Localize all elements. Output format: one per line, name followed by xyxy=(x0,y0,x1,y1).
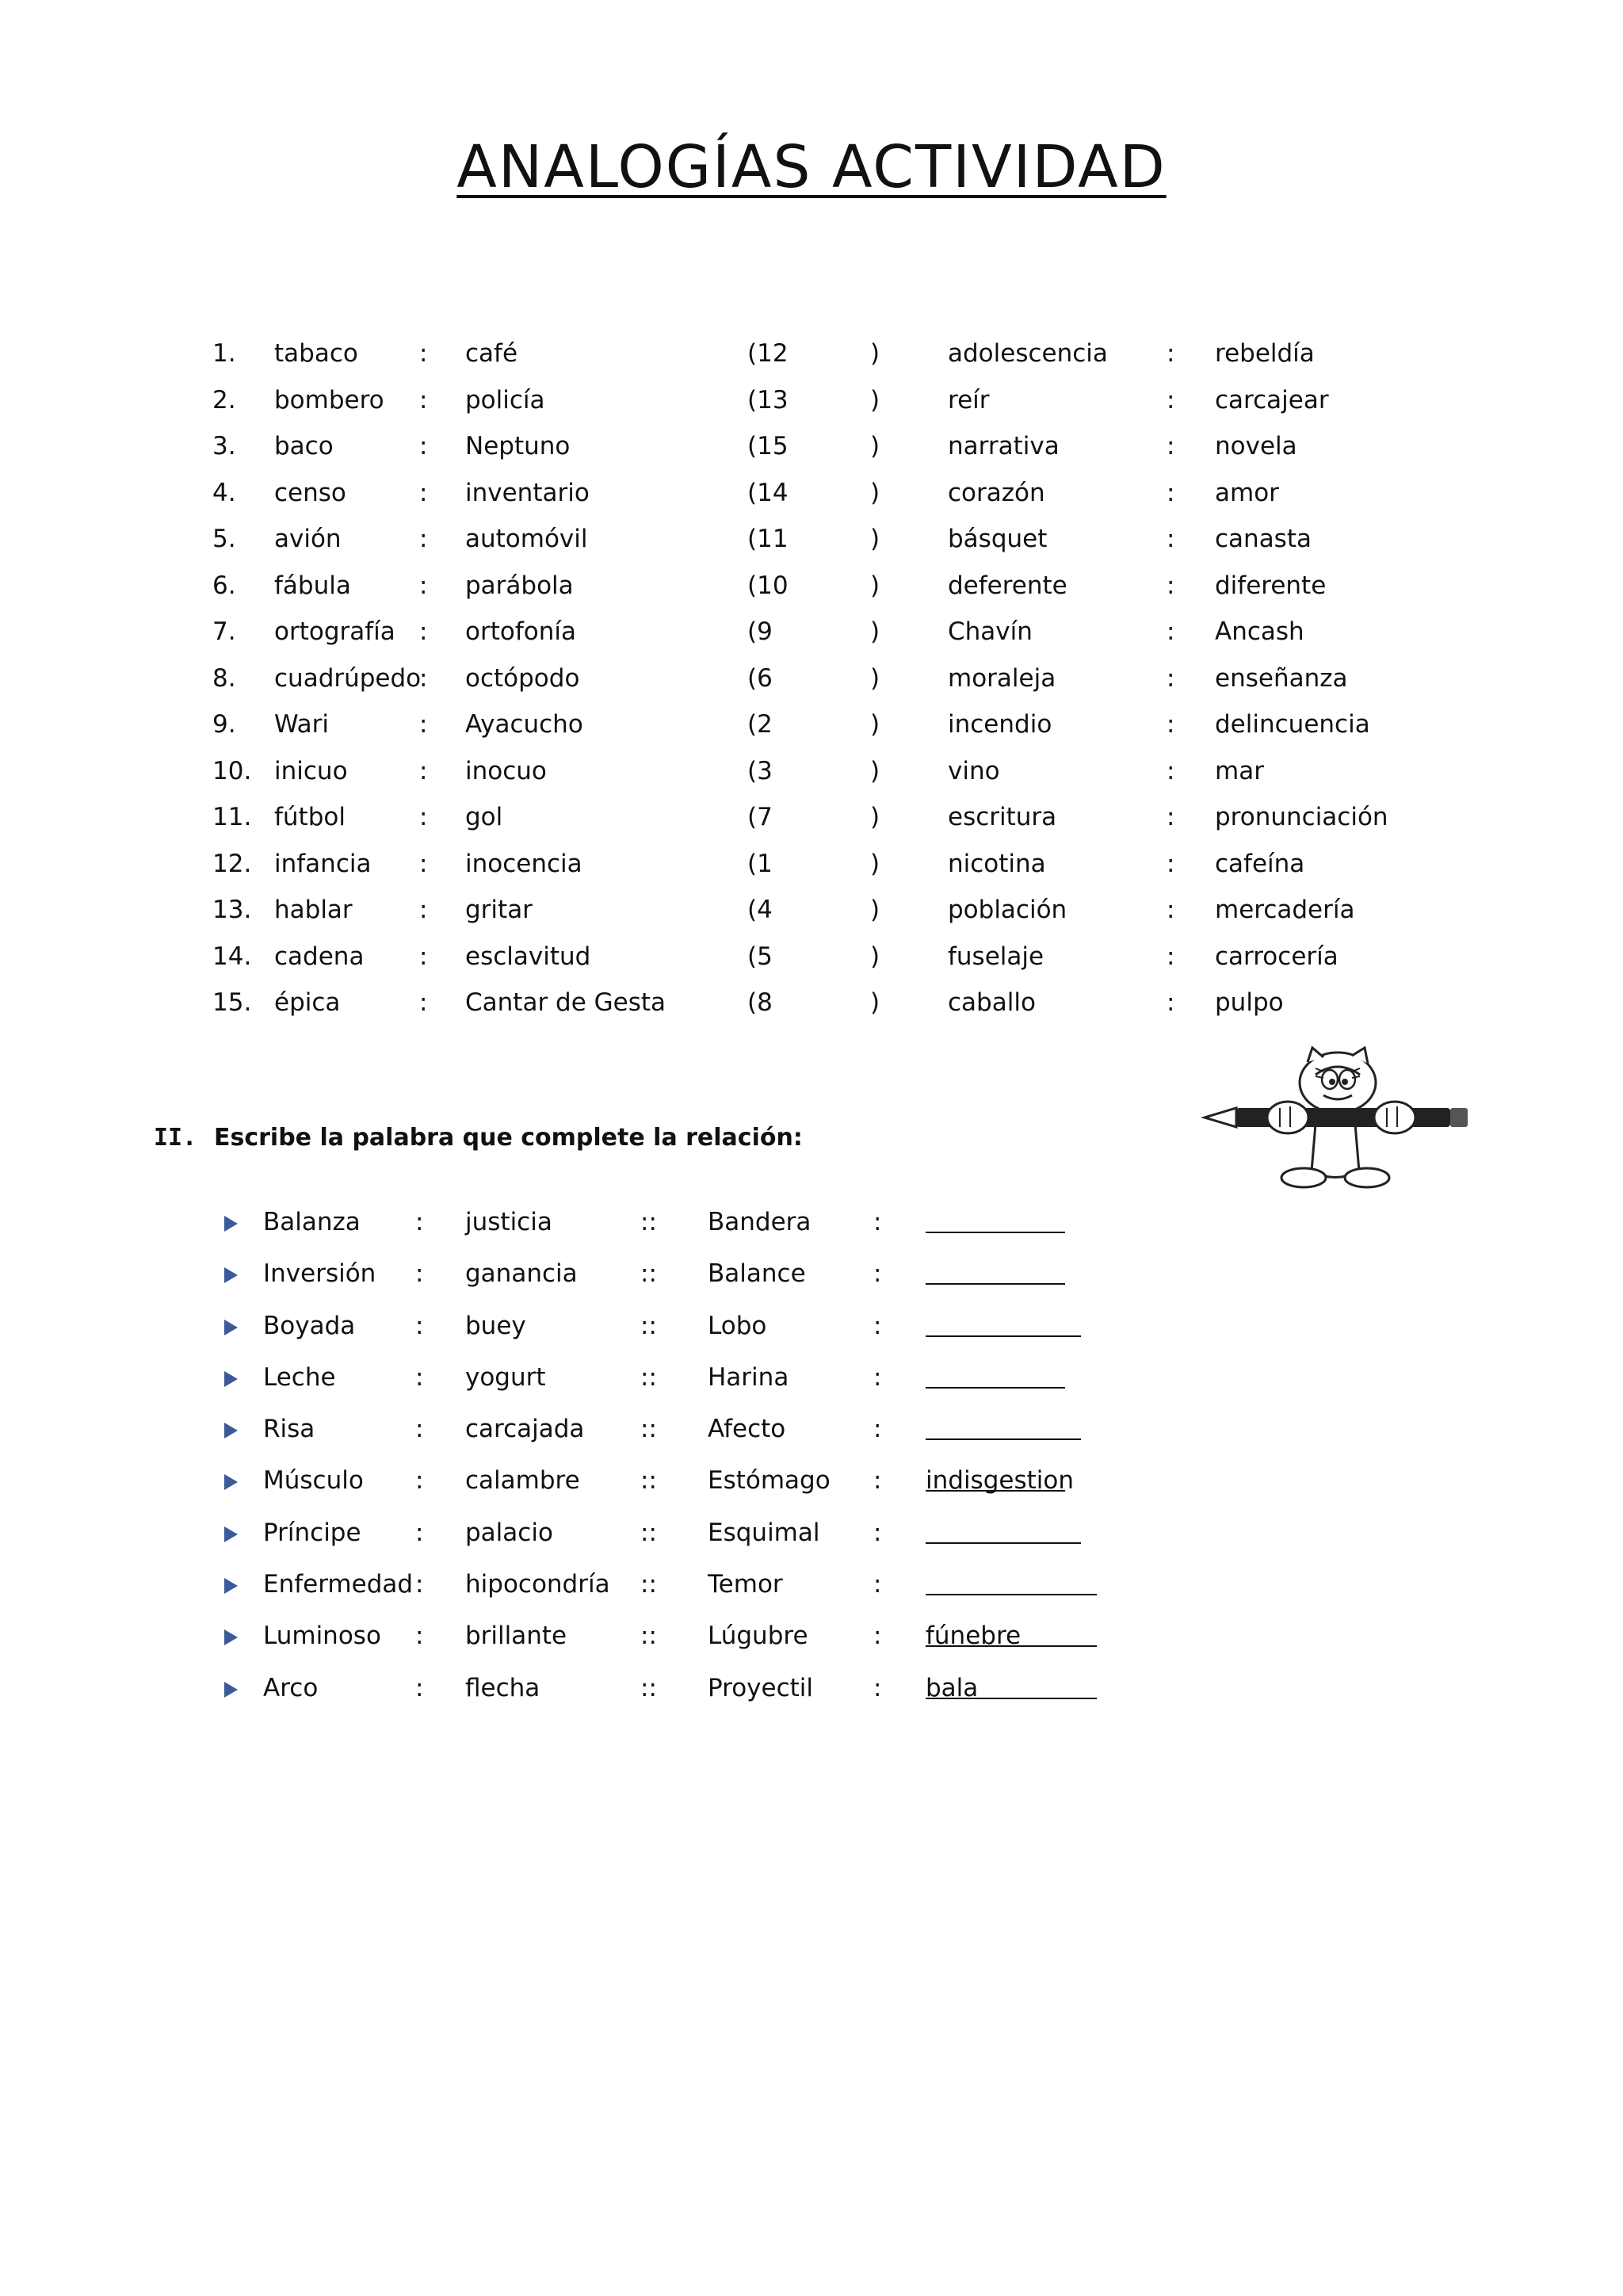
analogy-row xyxy=(0,850,1623,896)
separator-colon: : xyxy=(1167,525,1175,553)
separator-colon: : xyxy=(415,1415,424,1444)
answer-number: (4 xyxy=(747,896,773,924)
word-b: Neptuno xyxy=(465,432,571,460)
separator-colon: : xyxy=(415,1362,424,1392)
separator-colon: : xyxy=(419,803,428,831)
separator-colon: : xyxy=(873,1466,882,1496)
separator-colon: : xyxy=(1167,849,1175,878)
word-b: ortofonía xyxy=(465,617,576,646)
separator-colon: : xyxy=(1167,617,1175,646)
separator-colon: : xyxy=(419,385,428,415)
analogy-completion-list xyxy=(0,1208,1623,1725)
separator-colon: : xyxy=(873,1673,882,1702)
item-number: 15. xyxy=(212,988,252,1017)
word-a: Balanza xyxy=(263,1208,361,1236)
word-b: gol xyxy=(465,803,503,831)
item-number: 2. xyxy=(212,385,236,415)
word-c: vino xyxy=(948,756,1000,785)
separator-double-colon: :: xyxy=(640,1208,657,1236)
answer-blank-line[interactable] xyxy=(926,1415,1081,1440)
triangle-bullet-icon xyxy=(224,1320,238,1335)
word-c: Balance xyxy=(708,1259,806,1289)
triangle-bullet-icon xyxy=(224,1578,238,1594)
paren-close: ) xyxy=(870,663,880,693)
triangle-bullet-icon xyxy=(224,1629,238,1645)
triangle-bullet-icon xyxy=(224,1474,238,1490)
analogy-row xyxy=(0,525,1623,571)
answer-number: (1 xyxy=(747,849,773,878)
separator-colon: : xyxy=(1167,988,1175,1017)
word-c: Harina xyxy=(708,1362,789,1392)
separator-colon: : xyxy=(415,1311,424,1340)
separator-colon: : xyxy=(873,1518,882,1547)
word-c: escritura xyxy=(948,803,1057,831)
separator-colon: : xyxy=(419,942,428,971)
word-a: Luminoso xyxy=(263,1622,381,1651)
answer-number: (10 xyxy=(747,571,789,600)
separator-colon: : xyxy=(1167,803,1175,831)
separator-colon: : xyxy=(1167,571,1175,600)
word-a: hablar xyxy=(274,896,353,924)
completion-row xyxy=(0,1466,1623,1518)
word-b: café xyxy=(465,339,518,368)
separator-colon: : xyxy=(419,756,428,785)
word-a: Boyada xyxy=(263,1311,356,1340)
separator-colon: : xyxy=(1167,432,1175,460)
analogy-row xyxy=(0,896,1623,942)
item-number: 11. xyxy=(212,803,252,831)
word-d: delincuencia xyxy=(1215,710,1370,739)
paren-close: ) xyxy=(870,339,880,368)
analogy-row xyxy=(0,710,1623,757)
triangle-bullet-icon xyxy=(224,1216,238,1232)
separator-colon: : xyxy=(1167,942,1175,971)
answer-field[interactable] xyxy=(926,1622,1021,1650)
word-c: Estómago xyxy=(708,1466,831,1496)
separator-colon: : xyxy=(419,617,428,646)
word-c: narrativa xyxy=(948,432,1060,460)
separator-colon: : xyxy=(873,1208,882,1236)
answer-blank-line[interactable] xyxy=(926,1570,1097,1595)
separator-colon: : xyxy=(873,1259,882,1289)
word-c: Lúgubre xyxy=(708,1622,808,1651)
separator-colon: : xyxy=(415,1466,424,1496)
analogy-row xyxy=(0,942,1623,989)
word-c: reír xyxy=(948,385,990,415)
item-number: 4. xyxy=(212,478,236,507)
word-b: Cantar de Gesta xyxy=(465,988,666,1017)
word-c: nicotina xyxy=(948,849,1046,878)
separator-colon: : xyxy=(1167,710,1175,739)
word-d: diferente xyxy=(1215,571,1327,600)
word-d: cafeína xyxy=(1215,849,1305,878)
completion-row xyxy=(0,1259,1623,1311)
separator-colon: : xyxy=(415,1622,424,1651)
word-a: fábula xyxy=(274,571,351,600)
word-c: Temor xyxy=(708,1570,783,1599)
answer-text: fúnebre xyxy=(926,1622,1022,1651)
item-number: 12. xyxy=(212,849,252,878)
word-a: Arco xyxy=(263,1673,319,1702)
word-b: inocuo xyxy=(465,756,547,785)
word-a: infancia xyxy=(274,849,372,878)
answer-number: (9 xyxy=(747,617,773,646)
separator-colon: : xyxy=(419,896,428,924)
separator-colon: : xyxy=(419,478,428,507)
answer-blank-line[interactable] xyxy=(926,1674,1097,1699)
answer-blank-line[interactable] xyxy=(926,1622,1097,1647)
word-a: Risa xyxy=(263,1415,315,1444)
separator-colon: : xyxy=(419,710,428,739)
item-number: 13. xyxy=(212,896,252,924)
separator-colon: : xyxy=(415,1570,424,1599)
word-a: Inversión xyxy=(263,1259,376,1289)
word-d: pronunciación xyxy=(1215,803,1388,831)
word-a: Músculo xyxy=(263,1466,364,1496)
separator-colon: : xyxy=(1167,756,1175,785)
separator-colon: : xyxy=(419,525,428,553)
paren-close: ) xyxy=(870,942,880,971)
page-title: ANALOGÍAS ACTIVIDAD xyxy=(456,133,1167,201)
word-d: carrocería xyxy=(1215,942,1338,971)
paren-close: ) xyxy=(870,385,880,415)
word-a: censo xyxy=(274,478,346,507)
answer-blank-line[interactable] xyxy=(926,1363,1065,1389)
word-c: Proyectil xyxy=(708,1673,814,1702)
completion-row xyxy=(0,1674,1623,1725)
paren-close: ) xyxy=(870,710,880,739)
word-b: calambre xyxy=(465,1466,580,1496)
item-number: 7. xyxy=(212,617,236,646)
analogy-row xyxy=(0,339,1623,386)
separator-colon: : xyxy=(419,849,428,878)
separator-double-colon: :: xyxy=(640,1311,657,1340)
word-c: Esquimal xyxy=(708,1518,820,1547)
word-c: Bandera xyxy=(708,1208,812,1236)
answer-field[interactable] xyxy=(926,1466,1074,1495)
word-c: Afecto xyxy=(708,1415,786,1444)
separator-colon: : xyxy=(415,1208,424,1236)
analogy-row xyxy=(0,757,1623,804)
word-c: Chavín xyxy=(948,617,1033,646)
analogy-matching-list xyxy=(0,339,1623,1035)
answer-number: (7 xyxy=(747,803,773,831)
analogy-row xyxy=(0,988,1623,1035)
separator-colon: : xyxy=(873,1311,882,1340)
word-a: fútbol xyxy=(274,803,346,831)
answer-number: (2 xyxy=(747,710,773,739)
word-d: novela xyxy=(1215,432,1297,460)
completion-row xyxy=(0,1570,1623,1622)
separator-colon: : xyxy=(415,1259,424,1289)
triangle-bullet-icon xyxy=(224,1526,238,1542)
completion-row xyxy=(0,1519,1623,1570)
paren-close: ) xyxy=(870,803,880,831)
word-d: Ancash xyxy=(1215,617,1304,646)
answer-number: (8 xyxy=(747,988,773,1017)
word-c: Lobo xyxy=(708,1311,767,1340)
separator-colon: : xyxy=(1167,339,1175,368)
separator-double-colon: :: xyxy=(640,1415,657,1444)
word-b: gritar xyxy=(465,896,533,924)
section2-number: II. xyxy=(154,1124,197,1152)
item-number: 10. xyxy=(212,756,252,785)
word-d: carcajear xyxy=(1215,385,1329,415)
word-a: baco xyxy=(274,432,334,460)
word-a: inicuo xyxy=(274,756,348,785)
answer-text: bala xyxy=(926,1673,979,1702)
separator-colon: : xyxy=(419,663,428,693)
word-c: fuselaje xyxy=(948,942,1044,971)
word-a: Leche xyxy=(263,1362,336,1392)
word-c: moraleja xyxy=(948,663,1056,693)
word-a: tabaco xyxy=(274,339,358,368)
word-b: justicia xyxy=(465,1208,552,1236)
triangle-bullet-icon xyxy=(224,1371,238,1387)
word-b: brillante xyxy=(465,1622,567,1651)
word-a: cadena xyxy=(274,942,365,971)
item-number: 6. xyxy=(212,571,236,600)
word-b: automóvil xyxy=(465,525,588,553)
answer-number: (15 xyxy=(747,432,789,460)
analogy-row xyxy=(0,479,1623,525)
answer-text: indisgestion xyxy=(926,1466,1074,1496)
word-d: mercadería xyxy=(1215,896,1355,924)
answer-number: (12 xyxy=(747,339,789,368)
separator-colon: : xyxy=(873,1415,882,1444)
answer-blank-line[interactable] xyxy=(926,1519,1081,1544)
word-a: bombero xyxy=(274,385,384,415)
completion-row xyxy=(0,1312,1623,1363)
word-a: Príncipe xyxy=(263,1518,361,1547)
analogy-row xyxy=(0,664,1623,711)
answer-blank-line[interactable] xyxy=(926,1312,1081,1337)
separator-double-colon: :: xyxy=(640,1259,657,1289)
answer-number: (5 xyxy=(747,942,773,971)
item-number: 1. xyxy=(212,339,236,368)
word-b: parábola xyxy=(465,571,574,600)
word-b: ganancia xyxy=(465,1259,578,1289)
answer-field[interactable] xyxy=(926,1674,978,1702)
paren-close: ) xyxy=(870,525,880,553)
analogy-row xyxy=(0,386,1623,433)
word-b: inventario xyxy=(465,478,590,507)
section2-heading xyxy=(154,1124,803,1152)
item-number: 5. xyxy=(212,525,236,553)
word-d: amor xyxy=(1215,478,1279,507)
word-a: épica xyxy=(274,988,341,1017)
separator-colon: : xyxy=(415,1673,424,1702)
word-c: caballo xyxy=(948,988,1036,1017)
triangle-bullet-icon xyxy=(224,1267,238,1283)
triangle-bullet-icon xyxy=(224,1682,238,1698)
word-c: básquet xyxy=(948,525,1048,553)
answer-blank-line[interactable] xyxy=(926,1208,1065,1233)
paren-close: ) xyxy=(870,988,880,1017)
word-d: canasta xyxy=(1215,525,1312,553)
word-b: Ayacucho xyxy=(465,710,583,739)
word-b: inocencia xyxy=(465,849,582,878)
item-number: 3. xyxy=(212,432,236,460)
separator-double-colon: :: xyxy=(640,1622,657,1651)
word-d: pulpo xyxy=(1215,988,1284,1017)
analogy-row xyxy=(0,571,1623,618)
paren-close: ) xyxy=(870,849,880,878)
item-number: 9. xyxy=(212,710,236,739)
paren-close: ) xyxy=(870,756,880,785)
word-c: deferente xyxy=(948,571,1067,600)
word-a: Wari xyxy=(274,710,330,739)
paren-close: ) xyxy=(870,571,880,600)
separator-colon: : xyxy=(873,1570,882,1599)
word-c: corazón xyxy=(948,478,1045,507)
separator-colon: : xyxy=(419,571,428,600)
separator-colon: : xyxy=(873,1362,882,1392)
separator-double-colon: :: xyxy=(640,1466,657,1496)
separator-double-colon: :: xyxy=(640,1673,657,1702)
answer-number: (11 xyxy=(747,525,789,553)
completion-row xyxy=(0,1208,1623,1259)
triangle-bullet-icon xyxy=(224,1423,238,1438)
item-number: 8. xyxy=(212,663,236,693)
answer-number: (6 xyxy=(747,663,773,693)
word-b: octópodo xyxy=(465,663,580,693)
separator-colon: : xyxy=(415,1518,424,1547)
word-b: policía xyxy=(465,385,545,415)
separator-double-colon: :: xyxy=(640,1518,657,1547)
word-c: adolescencia xyxy=(948,339,1108,368)
completion-row xyxy=(0,1622,1623,1673)
item-number: 14. xyxy=(212,942,252,971)
answer-number: (13 xyxy=(747,385,789,415)
word-b: palacio xyxy=(465,1518,553,1547)
separator-colon: : xyxy=(419,339,428,368)
paren-close: ) xyxy=(870,896,880,924)
word-d: rebeldía xyxy=(1215,339,1315,368)
separator-colon: : xyxy=(1167,663,1175,693)
word-b: esclavitud xyxy=(465,942,591,971)
word-c: incendio xyxy=(948,710,1052,739)
answer-number: (3 xyxy=(747,756,773,785)
word-d: mar xyxy=(1215,756,1264,785)
completion-row xyxy=(0,1415,1623,1466)
word-b: flecha xyxy=(465,1673,540,1702)
paren-close: ) xyxy=(870,432,880,460)
cartoon-cat-holding-pencil-icon xyxy=(1197,1045,1474,1191)
paren-close: ) xyxy=(870,478,880,507)
answer-number: (14 xyxy=(747,478,789,507)
completion-row xyxy=(0,1363,1623,1415)
word-a: ortografía xyxy=(274,617,395,646)
section2-instruction: Escribe la palabra que complete la relación: xyxy=(214,1124,803,1152)
analogy-row xyxy=(0,617,1623,664)
separator-colon: : xyxy=(1167,896,1175,924)
word-b: buey xyxy=(465,1311,526,1340)
separator-colon: : xyxy=(1167,385,1175,415)
word-b: yogurt xyxy=(465,1362,546,1392)
separator-colon: : xyxy=(419,988,428,1017)
paren-close: ) xyxy=(870,617,880,646)
answer-blank-line[interactable] xyxy=(926,1259,1065,1285)
word-a: Enfermedad xyxy=(263,1570,414,1599)
separator-double-colon: :: xyxy=(640,1570,657,1599)
word-d: enseñanza xyxy=(1215,663,1348,693)
word-b: hipocondría xyxy=(465,1570,610,1599)
word-a: cuadrúpedo xyxy=(274,663,422,693)
separator-colon: : xyxy=(419,432,428,460)
analogy-row xyxy=(0,803,1623,850)
separator-double-colon: :: xyxy=(640,1362,657,1392)
word-a: avión xyxy=(274,525,342,553)
answer-blank-line[interactable] xyxy=(926,1466,1065,1492)
separator-colon: : xyxy=(873,1622,882,1651)
word-c: población xyxy=(948,896,1067,924)
separator-colon: : xyxy=(1167,478,1175,507)
analogy-row xyxy=(0,432,1623,479)
word-b: carcajada xyxy=(465,1415,585,1444)
